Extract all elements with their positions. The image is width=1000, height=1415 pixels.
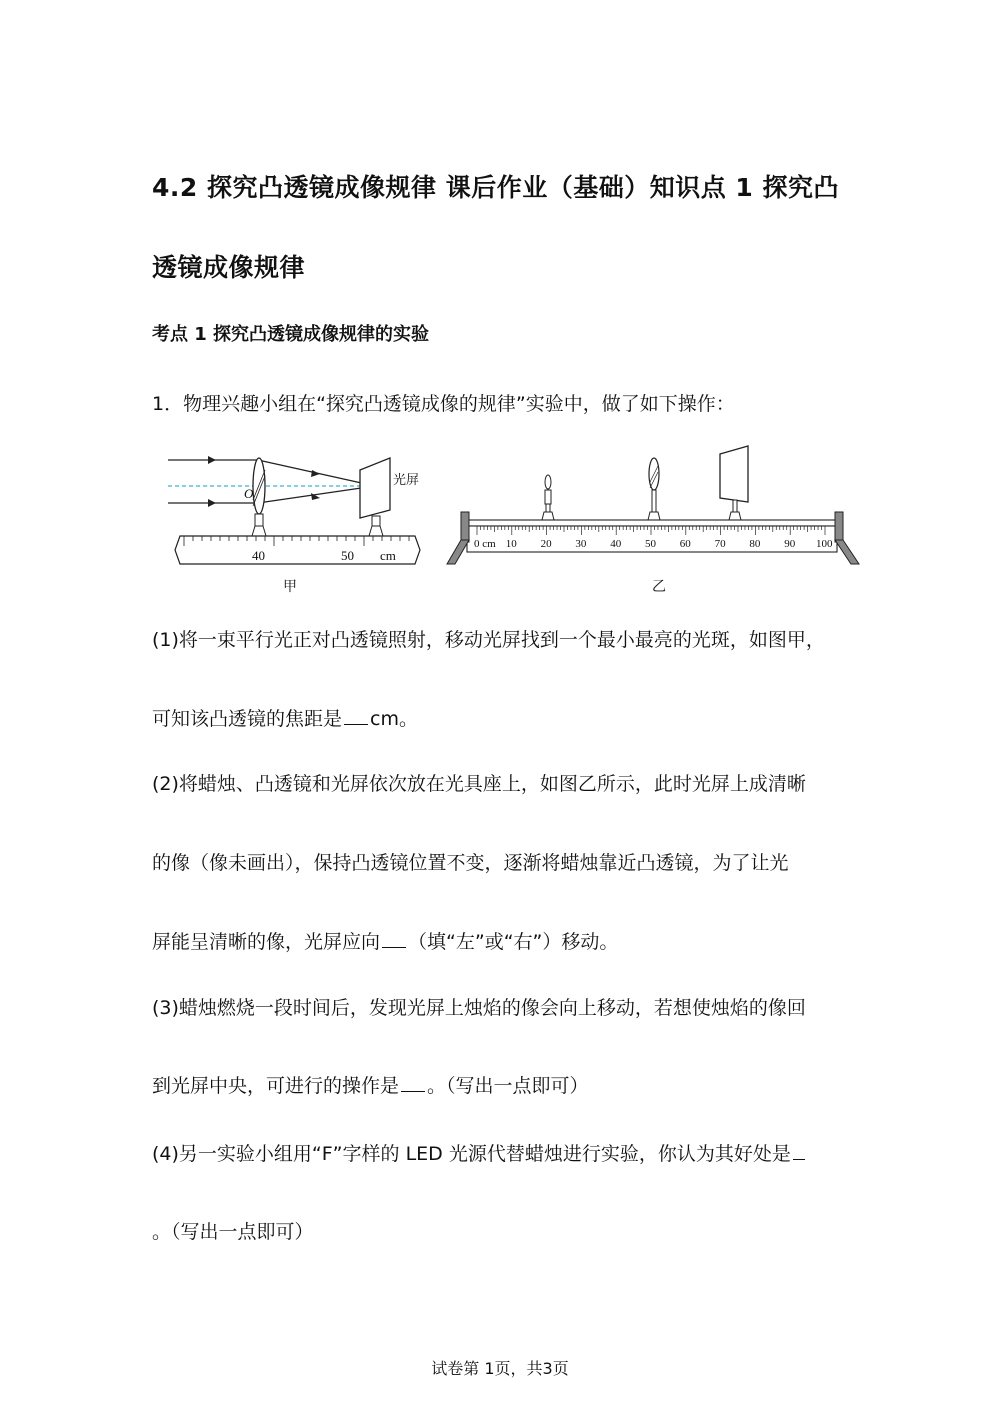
question-3-line-2 xyxy=(152,1071,589,1098)
question-4-line-2: 。（写出一点即可） xyxy=(152,1221,314,1243)
question-1-line-2 xyxy=(152,704,418,731)
question-2-line-3 xyxy=(152,927,618,954)
screen-label: 光屏 xyxy=(393,473,420,488)
question-intro: 1．物理兴趣小组在“探究凸透镜成像的规律”实验中，做了如下操作： xyxy=(152,393,735,415)
figure-jia-caption: 甲 xyxy=(283,579,297,595)
q3-text-a: 到光屏中央，可进行的操作是 xyxy=(152,1075,400,1097)
bench-label: 80 xyxy=(749,538,761,550)
figure-yi xyxy=(445,440,865,570)
bench-label: 70 xyxy=(714,538,726,550)
q4-text-a: (4)另一实验小组用“F”字样的 LED 光源代替蜡烛进行实验，你认为其好处是 xyxy=(152,1143,791,1165)
bench-label: 30 xyxy=(575,538,587,550)
ruler-label-40: 40 xyxy=(252,548,265,563)
page-footer: 试卷第 1页，共3页 xyxy=(431,1359,569,1378)
q1-text-b: cm。 xyxy=(370,708,418,730)
question-3-line-1: (3)蜡烛燃烧一段时间后，发现光屏上烛焰的像会向上移动，若想使烛焰的像回 xyxy=(152,997,806,1019)
answer-blank-4[interactable] xyxy=(793,1141,805,1160)
ruler-unit-cm: cm xyxy=(380,548,396,563)
section-subtitle: 考点 1 探究凸透镜成像规律的实验 xyxy=(152,324,430,345)
answer-blank-1[interactable] xyxy=(344,706,368,725)
question-2-line-1: (2)将蜡烛、凸透镜和光屏依次放在光具座上，如图乙所示，此时光屏上成清晰 xyxy=(152,773,806,795)
question-4-line-1 xyxy=(152,1139,807,1166)
question-1-line-1: (1)将一束平行光正对凸透镜照射，移动光屏找到一个最小最亮的光斑，如图甲， xyxy=(152,629,825,651)
bench-label: 60 xyxy=(679,538,691,550)
lens-center-label: O xyxy=(244,486,254,501)
q1-text-a: 可知该凸透镜的焦距是 xyxy=(152,708,343,730)
ruler-label-50: 50 xyxy=(341,548,354,563)
q2-text-a: 屏能呈清晰的像，光屏应向 xyxy=(152,931,381,953)
q3-text-b: 。（写出一点即可） xyxy=(427,1075,589,1097)
q2-text-b: （填“左”或“右”）移动。 xyxy=(408,931,619,953)
bench-label: 10 xyxy=(505,538,517,550)
bench-label: 20 xyxy=(540,538,552,550)
figure-jia xyxy=(160,440,430,575)
bench-label: 100 xyxy=(816,538,833,550)
bench-label: 40 xyxy=(610,538,622,550)
bench-label: 0 cm xyxy=(474,538,496,550)
page-title-line-2: 透镜成像规律 xyxy=(152,253,306,282)
answer-blank-3[interactable] xyxy=(401,1073,425,1092)
question-2-line-2: 的像（像未画出），保持凸透镜位置不变，逐渐将蜡烛靠近凸透镜，为了让光 xyxy=(152,852,789,874)
figure-yi-caption: 乙 xyxy=(652,579,666,595)
bench-label: 90 xyxy=(784,538,796,550)
page-title-line-1: 4.2 探究凸透镜成像规律 课后作业（基础）知识点 1 探究凸 xyxy=(152,173,839,202)
bench-label: 50 xyxy=(645,538,656,550)
answer-blank-2[interactable] xyxy=(382,929,406,948)
